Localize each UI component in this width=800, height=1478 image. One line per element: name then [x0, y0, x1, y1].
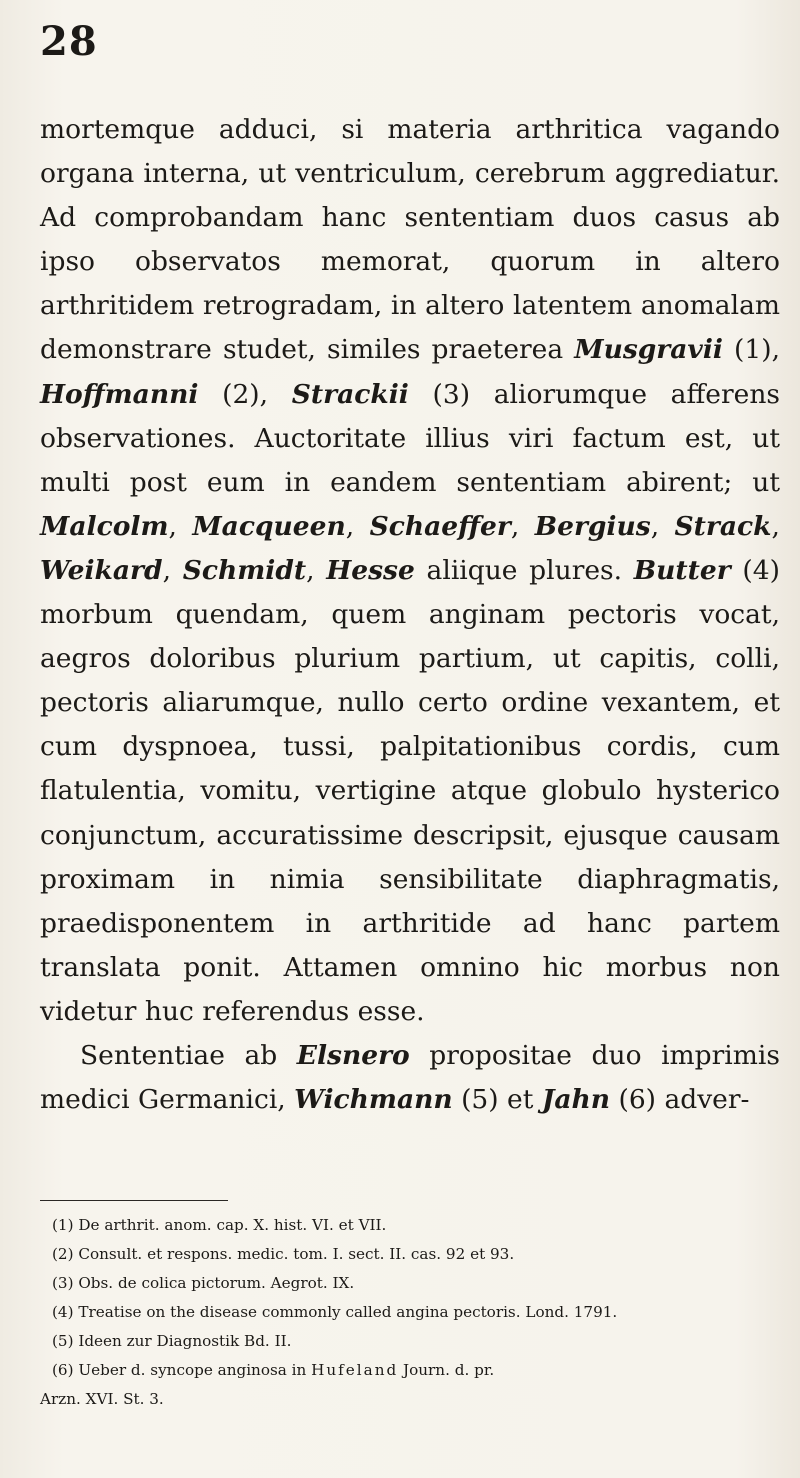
author-name: Malcolm — [40, 510, 169, 542]
author-name: Bergius — [534, 510, 651, 542]
text-run: , — [162, 554, 183, 586]
footnote-6 — [40, 1356, 780, 1385]
author-name: Macqueen — [192, 510, 346, 542]
text-run: , — [168, 510, 193, 542]
text-run: Sententiae ab — [80, 1039, 297, 1071]
text-run: (4) morbum quendam, quem anginam pectoris vocat, aegros doloribus plurium partium, ut capitis, colli, pectoris aliarumque, nullo certo ordine vexantem, et cum dyspnoea, tussi, palpitationibus cordis, cum flatulentia, vomitu, vertigine atque globulo hysterico conjunctum, accuratissime descripsit, ejusque causam proximam in nimia sensibilitate diaphragmatis, praedisponentem in arthritide ad hanc partem translata ponit. Attamen omnino hic morbus non videtur huc referendus esse. — [40, 554, 780, 1027]
author-name: Wichmann — [294, 1084, 453, 1116]
author-name: Jahn — [541, 1084, 611, 1116]
text-run: (5) et — [452, 1084, 542, 1116]
journal-author: Hufeland — [311, 1361, 399, 1379]
author-name: Schaeffer — [369, 510, 511, 542]
author-name: Musgravii — [574, 334, 723, 366]
main-text — [40, 108, 780, 1122]
text-run: , — [345, 510, 370, 542]
author-name: Hesse — [326, 554, 415, 586]
footnote-4: (4) Treatise on the disease commonly called angina pectoris. Lond. 1791. — [52, 1303, 618, 1321]
author-name: Hoffmanni — [40, 378, 199, 410]
footnote-text: Journ. d. pr. — [398, 1361, 495, 1379]
footnote-text: (6) Ueber d. syncope anginosa in — [52, 1361, 312, 1379]
page-number: 28 — [40, 18, 98, 65]
footnote-3: (3) Obs. de colica pictorum. Aegrot. IX. — [52, 1274, 355, 1292]
footnote-1: (1) De arthrit. anom. cap. X. hist. VI. et VII. — [52, 1216, 387, 1234]
footnote-2: (2) Consult. et respons. medic. tom. I. sect. II. cas. 92 et 93. — [52, 1245, 515, 1263]
footnote-separator — [40, 1200, 228, 1201]
author-name: Weikard — [40, 554, 163, 586]
author-name: Strackii — [291, 378, 409, 410]
footnote-6-continuation: Arzn. XVI. St. 3. — [40, 1390, 164, 1408]
author-name: Strack — [674, 510, 772, 542]
author-name: Schmidt — [182, 554, 307, 586]
footnotes — [40, 1211, 780, 1414]
text-run: , — [771, 510, 780, 542]
text-run: , — [650, 510, 675, 542]
text-run: , — [510, 510, 535, 542]
paragraph-2 — [40, 1034, 780, 1122]
text-run: aliique plures. — [414, 554, 634, 586]
author-name: Butter — [633, 554, 731, 586]
paragraph-1 — [40, 108, 780, 1034]
text-run: (2), — [198, 378, 292, 410]
author-name: Elsnero — [296, 1039, 410, 1071]
text-run: (6) adver- — [610, 1084, 750, 1116]
text-run: mortemque adduci, si materia arthritica vagando organa interna, ut ventriculum, cerebrum aggrediatur. Ad comprobandam hanc sententiam duos casus ab ipso observatos memorat, quorum in altero arthritidem retrogradam, in altero latentem anomalam demonstrare studet, similes praeterea — [40, 114, 780, 366]
text-run: (1), — [722, 334, 780, 366]
text-run: propositae duo imprimis medici Germanici, — [40, 1039, 780, 1116]
text-run: , — [306, 554, 327, 586]
text-run: (3) aliorumque afferens observationes. Auctoritate illius viri factum est, ut multi post eum in eandem sententiam abirent; ut — [40, 378, 780, 498]
footnote-5: (5) Ideen zur Diagnostik Bd. II. — [52, 1332, 292, 1350]
